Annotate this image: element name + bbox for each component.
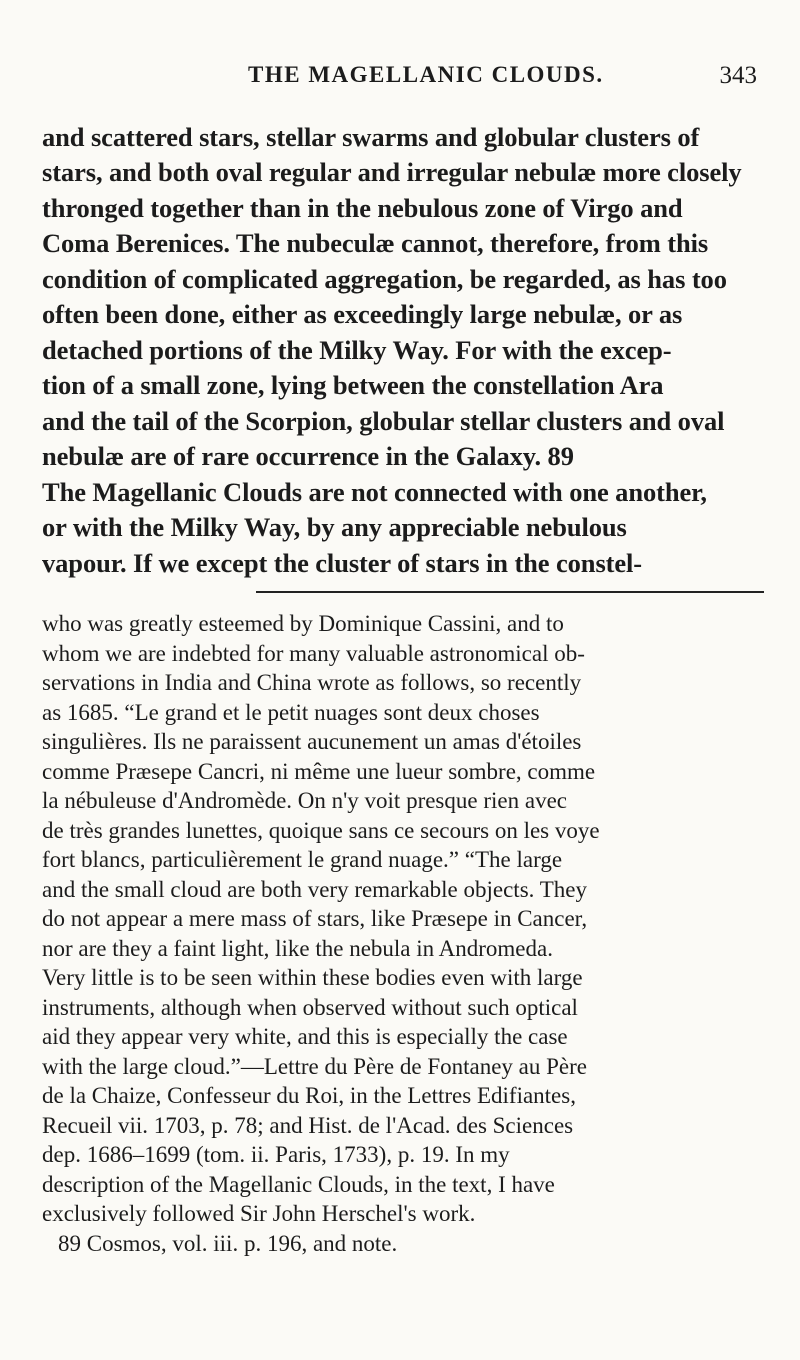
footnote-line: instruments, although when observed without such optical [42,995,578,1020]
body-line: detached portions of the Milky Way. For with the excep- [42,335,672,365]
footnote-line: 89 Cosmos, vol. iii. p. 196, and note. [58,1231,398,1256]
body-line: Coma Berenices. The nubeculæ cannot, therefore, from this [42,228,709,258]
footnote-line: dep. 1686–1699 (tom. ii. Paris, 1733), p. 19. In my [42,1142,510,1167]
footnote-line: Very little is to be seen within these bodies even with large [42,965,583,990]
footnote-line: with the large cloud.”—Lettre du Père de Fontaney au Père [42,1054,588,1079]
body-line: nebulæ are of rare occurrence in the Galaxy. 89 [42,441,574,471]
footnote-line: description of the Magellanic Clouds, in the text, I have [42,1172,555,1197]
footnote-line: aid they appear very white, and this is especially the case [42,1024,568,1049]
body-line: and the tail of the Scorpion, globular stellar clusters and oval [42,406,725,436]
running-head: THE MAGELLANIC CLOUDS. [248,62,604,87]
footnote-line: exclusively followed Sir John Herschel's work. [42,1201,476,1226]
body-line: often been done, either as exceedingly large nebulæ, or as [42,299,683,329]
footnote-line: whom we are indebted for many valuable astronomical ob- [42,641,585,666]
footnote-line: and the small cloud are both very remarkable objects. They [42,877,587,902]
body-line: and scattered stars, stellar swarms and globular clusters of [42,122,700,152]
page-number: 343 [719,62,757,89]
body-line: stars, and both oval regular and irregular nebulæ more closely [42,157,742,187]
body-line: or with the Milky Way, by any appreciable nebulous [42,512,627,542]
footnote-divider [256,591,764,593]
footnote-line: fort blancs, particulièrement le grand nuage.” “The large [42,847,563,872]
footnote-line: comme Præsepe Cancri, ni même une lueur sombre, comme [42,759,596,784]
body-line: vapour. If we except the cluster of stars in the constel- [42,548,643,578]
body-line: tion of a small zone, lying between the constellation Ara [42,370,664,400]
footnote-line: de la Chaize, Confesseur du Roi, in the Lettres Edifiantes, [42,1083,576,1108]
body-line: thronged together than in the nebulous zone of Virgo and [42,193,683,223]
body-line: condition of complicated aggregation, be regarded, as has too [42,264,727,294]
footnote-line: who was greatly esteemed by Dominique Cassini, and to [42,611,564,636]
footnote-line: nor are they a faint light, like the nebula in Andromeda. [42,936,553,961]
footnote-line: Recueil vii. 1703, p. 78; and Hist. de l'Acad. des Sciences [42,1113,574,1138]
footnote-line: singulières. Ils ne paraissent aucunement un amas d'étoiles [42,729,582,754]
footnote-line: la nébuleuse d'Andromède. On n'y voit presque rien avec [42,788,567,813]
footnote-line: servations in India and China wrote as follows, so recently [42,670,582,695]
footnote-line: as 1685. “Le grand et le petit nuages sont deux choses [42,700,540,725]
footnote-line: de très grandes lunettes, quoique sans ce secours on les voye [42,818,600,843]
footnote-line: do not appear a mere mass of stars, like Præsepe in Cancer, [42,906,588,931]
body-line: The Magellanic Clouds are not connected with one another, [42,477,707,507]
